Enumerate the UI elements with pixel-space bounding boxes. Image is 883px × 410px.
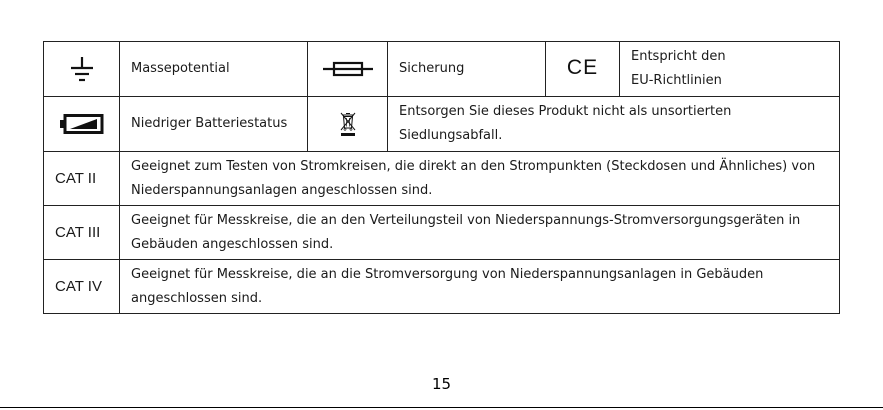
ce-label (620, 42, 840, 97)
weee-label-line1: Entsorgen Sie dieses Produkt nicht als unsortierten (399, 104, 732, 119)
fuse-symbol-cell (308, 42, 388, 97)
category-description (120, 152, 840, 206)
table-row (44, 42, 840, 97)
ground-symbol-cell (44, 42, 120, 97)
fuse-symbol-icon (322, 61, 374, 77)
category-description-line2: Gebäuden angeschlossen sind. (131, 236, 334, 252)
category-description (120, 260, 840, 314)
category-description-line1: Geeignet zum Testen von Stromkreisen, die direkt an den Strompunkten (Steckdosen und Ähnliches) von (131, 158, 816, 174)
ground-symbol-icon (70, 56, 94, 82)
weee-label-line2: Siedlungsabfall. (399, 128, 503, 143)
symbols-table (43, 41, 840, 314)
ce-label-line1: Entspricht den (631, 49, 726, 64)
ce-mark-cell (546, 42, 620, 97)
battery-label: Niedriger Batteriestatus (120, 97, 308, 152)
ce-mark: CE (566, 55, 599, 79)
low-battery-icon (60, 114, 104, 134)
category-code: CAT IV (44, 260, 120, 314)
category-description-line1: Geeignet für Messkreise, die an die Stromversorgung von Niederspannungsanlagen in Gebäuden (131, 266, 764, 282)
fuse-label: Sicherung (388, 42, 546, 97)
weee-label (388, 97, 840, 152)
category-code: CAT III (44, 206, 120, 260)
category-description-line2: Niederspannungsanlagen angeschlossen sind. (131, 182, 433, 198)
weee-symbol-cell (308, 97, 388, 152)
table-row (44, 206, 840, 260)
category-description (120, 206, 840, 260)
table-row (44, 152, 840, 206)
ce-label-line2: EU-Richtlinien (631, 73, 722, 88)
ground-label: Massepotential (120, 42, 308, 97)
page-number: 15 (431, 375, 452, 393)
category-code: CAT II (44, 152, 120, 206)
crossed-out-bin-icon (339, 111, 357, 137)
page-bottom-rule (0, 407, 883, 408)
battery-symbol-cell (44, 97, 120, 152)
category-description-line1: Geeignet für Messkreise, die an den Verteilungsteil von Niederspannungs-Stromversorgungsgeräten in (131, 212, 801, 228)
table-row (44, 260, 840, 314)
table-row (44, 97, 840, 152)
category-description-line2: angeschlossen sind. (131, 290, 263, 306)
